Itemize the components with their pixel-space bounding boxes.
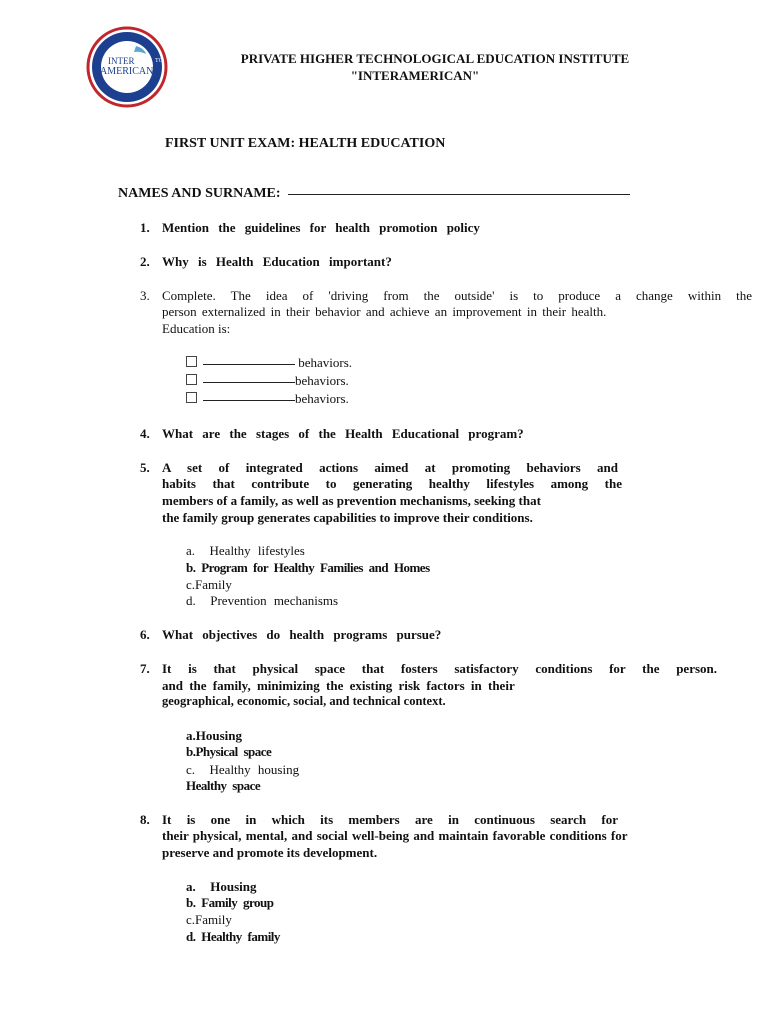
question-8-option-c[interactable]: c.Family — [186, 912, 232, 927]
question-5-line-4: the family group generates capabilities to improve their conditions. — [162, 510, 533, 525]
question-5-line-1: A set of integrated actions aimed at promoting behaviors and — [162, 460, 618, 475]
question-7-number: 7. — [140, 661, 150, 676]
question-3-option-2 — [186, 373, 349, 389]
question-5-option-a[interactable]: a. Healthy lifestyles — [186, 543, 305, 558]
question-3-number: 3. — [140, 288, 150, 303]
question-2-number: 2. — [140, 254, 150, 269]
institute-name: PRIVATE HIGHER TECHNOLOGICAL EDUCATION INSTITUTE — [240, 51, 630, 66]
checkbox-icon[interactable] — [186, 356, 197, 367]
question-7-line-2: and the family, minimizing the existing risk factors in their — [162, 678, 515, 693]
question-3-option-1 — [186, 355, 352, 371]
question-8-line-1: It is one in which its members are in continuous search for — [162, 812, 618, 827]
question-5-option-b[interactable]: b. Program for Healthy Families and Homes — [186, 560, 430, 575]
answer-blank[interactable] — [203, 363, 295, 365]
exam-title: FIRST UNIT EXAM: HEALTH EDUCATION — [165, 136, 446, 151]
answer-blank[interactable] — [203, 381, 295, 383]
question-3-option-3 — [186, 391, 349, 407]
question-4-text: What are the stages of the Health Educational program? — [162, 426, 524, 441]
question-1-text: Mention the guidelines for health promotion policy — [162, 220, 480, 235]
question-2-text: Why is Health Education important? — [162, 254, 392, 269]
question-6-number: 6. — [140, 627, 150, 642]
question-8-line-2: their physical, mental, and social well-being and maintain favorable conditions for — [162, 828, 628, 843]
option-suffix: behaviors. — [295, 373, 349, 388]
question-7-option-d[interactable]: Healthy space — [186, 778, 261, 793]
question-5-option-c[interactable]: c.Family — [186, 577, 232, 592]
question-7-option-b[interactable]: b.Physical space — [186, 744, 272, 759]
question-3-line-2: person externalized in their behavior and achieve an improvement in their health. — [162, 304, 607, 319]
question-4-number: 4. — [140, 426, 150, 441]
logo-mark: TC — [155, 58, 163, 64]
question-3-line-3: Education is: — [162, 321, 231, 336]
question-5-line-3: members of a family, as well as prevention mechanisms, seeking that — [162, 493, 541, 508]
answer-blank[interactable] — [203, 399, 295, 401]
names-label: NAMES AND SURNAME: — [118, 186, 281, 201]
question-8-option-d[interactable]: d. Healthy family — [186, 929, 280, 944]
question-3-line-1: Complete. The idea of 'driving from the outside' is to produce a change within the — [162, 288, 752, 303]
names-blank-line[interactable] — [288, 193, 630, 195]
question-6-text: What objectives do health programs pursue? — [162, 627, 442, 642]
question-5-option-d[interactable]: d. Prevention mechanisms — [186, 593, 339, 608]
logo-text-bottom: AMERICAN — [100, 66, 154, 77]
question-7-option-c[interactable]: c. Healthy housing — [186, 762, 300, 777]
question-8-line-3: preserve and promote its development. — [162, 845, 378, 860]
option-suffix: behaviors. — [298, 355, 353, 370]
checkbox-icon[interactable] — [186, 374, 197, 385]
question-1-number: 1. — [140, 220, 150, 235]
question-8-number: 8. — [140, 812, 150, 827]
institute-logo — [86, 26, 168, 108]
question-8-option-a[interactable]: a. Housing — [186, 879, 257, 894]
question-5-line-2: habits that contribute to generating healthy lifestyles among the — [162, 476, 622, 491]
names-field — [118, 186, 630, 202]
question-5-number: 5. — [140, 460, 150, 475]
option-suffix: behaviors. — [295, 391, 349, 406]
institute-subname: "INTERAMERICAN" — [350, 68, 480, 83]
question-7-line-3: geographical, economic, social, and technical context. — [162, 694, 446, 708]
question-8-option-b[interactable]: b. Family group — [186, 895, 274, 910]
checkbox-icon[interactable] — [186, 392, 197, 403]
question-7-line-1: It is that physical space that fosters satisfactory conditions for the person. — [162, 661, 717, 676]
logo-text-top: INTER — [108, 56, 135, 66]
question-7-option-a[interactable]: a.Housing — [186, 728, 242, 743]
